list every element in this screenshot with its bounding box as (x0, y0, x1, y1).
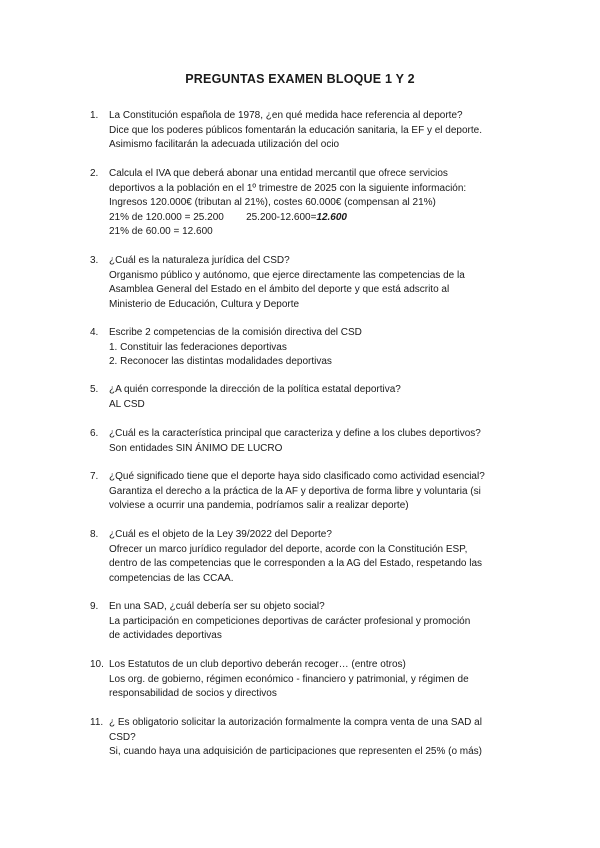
question-number: 5. (90, 384, 99, 395)
question-item (90, 383, 530, 412)
answer-text: Ofrecer un marco jurídico regulador del deporte, acorde con la Constitución ESP, (109, 543, 468, 555)
answer-text: dentro de las competencias que le corresponden a la AG del Estado, respetando las (109, 558, 483, 570)
answer-text: de actividades deportivas (109, 630, 222, 642)
question-text: ¿ Es obligatorio solicitar la autorización formalmente la compra venta de una SAD al (109, 717, 482, 728)
answer-text: Asimismo facilitarán la adecuada utilización del ocio (109, 139, 340, 151)
question-number: 3. (90, 255, 99, 266)
question-text: Los Estatutos de un club deportivo deberán recoger… (entre otros) (109, 659, 406, 670)
list-item: 1. Constituir las federaciones deportivas (109, 341, 287, 353)
calc-result: 12.600 (316, 211, 347, 223)
question-item (90, 716, 530, 760)
question-item (90, 528, 530, 586)
question-text: ¿Qué significado tiene que el deporte haya sido clasificado como actividad esencial? (109, 471, 485, 482)
calc-subtraction: 25.200-12.600= (246, 211, 317, 223)
answer-text: La participación en competiciones deportivas de carácter profesional y promoción (109, 615, 471, 627)
question-text: En una SAD, ¿cuál debería ser su objeto social? (109, 601, 325, 612)
page-title: PREGUNTAS EXAMEN BLOQUE 1 Y 2 (185, 72, 415, 86)
answer-text: Garantiza el derecho a la práctica de la AF y deportiva de forma libre y voluntaria (si (109, 485, 481, 497)
question-text: La Constitución española de 1978, ¿en qué medida hace referencia al deporte? (109, 110, 463, 121)
question-item (90, 254, 530, 312)
question-text: ¿Cuál es la naturaleza jurídica del CSD? (109, 255, 290, 266)
question-number: 9. (90, 601, 99, 612)
list-item: 2. Reconocer las distintas modalidades deportivas (109, 356, 332, 368)
question-item (90, 470, 530, 514)
answer-text: Son entidades SIN ÁNIMO DE LUCRO (109, 442, 283, 454)
answer-text: volviese a ocurrir una pandemia, podríamos salir a realizar deporte) (109, 500, 409, 512)
question-number: 8. (90, 529, 99, 540)
question-number: 1. (90, 110, 99, 121)
calc-iva-income: 21% de 120.000 = 25.200 (109, 211, 224, 223)
question-text: ¿A quién corresponde la dirección de la política estatal deportiva? (109, 384, 401, 395)
answer-text: AL CSD (109, 398, 145, 410)
question-item (90, 427, 530, 456)
question-item (90, 326, 530, 370)
calculation-line: 21% de 60.00 = 12.600 (109, 226, 213, 238)
question-text: CSD? (109, 731, 136, 743)
question-number: 6. (90, 428, 99, 439)
question-number: 7. (90, 471, 99, 482)
question-item (90, 600, 530, 644)
answer-text: Los org. de gobierno, régimen económico - financiero y patrimonial, y régimen de (109, 673, 469, 685)
question-text: ¿Cuál es el objeto de la Ley 39/2022 del Deporte? (109, 529, 332, 540)
question-number: 11. (90, 717, 104, 728)
answer-text: Asamblea General del Estado en el ámbito del deporte y que está adscrito al (109, 284, 450, 296)
question-item (90, 658, 530, 702)
answer-text: Si, cuando haya una adquisición de participaciones que representen el 25% (o más) (109, 746, 483, 758)
answer-text: Dice que los poderes públicos fomentarán la educación sanitaria, la EF y el deporte. (109, 124, 482, 136)
question-text: Escribe 2 competencias de la comisión directiva del CSD (109, 327, 362, 338)
question-number: 4. (90, 327, 99, 338)
question-text: ¿Cuál es la característica principal que caracteriza y define a los clubes deportivos? (109, 428, 481, 439)
question-text: deportivos a la población en el 1º trimestre de 2025 con la siguiente información: (109, 182, 467, 194)
calculation-line (109, 211, 530, 226)
question-text: Ingresos 120.000€ (tributan al 21%), costes 60.000€ (compensan al 21%) (109, 197, 436, 209)
question-text: Calcula el IVA que deberá abonar una entidad mercantil que ofrece servicios (109, 168, 448, 179)
answer-text: Ministerio de Educación, Cultura y Deporte (109, 298, 300, 310)
answer-text: competencias de las CCAA. (109, 572, 234, 584)
question-number: 10. (90, 659, 104, 670)
question-item (90, 167, 530, 240)
answer-text: Organismo público y autónomo, que ejerce directamente las competencias de la (109, 269, 465, 281)
answer-text: responsabilidad de socios y directivos (109, 688, 277, 700)
question-item (90, 109, 530, 153)
question-number: 2. (90, 168, 99, 179)
